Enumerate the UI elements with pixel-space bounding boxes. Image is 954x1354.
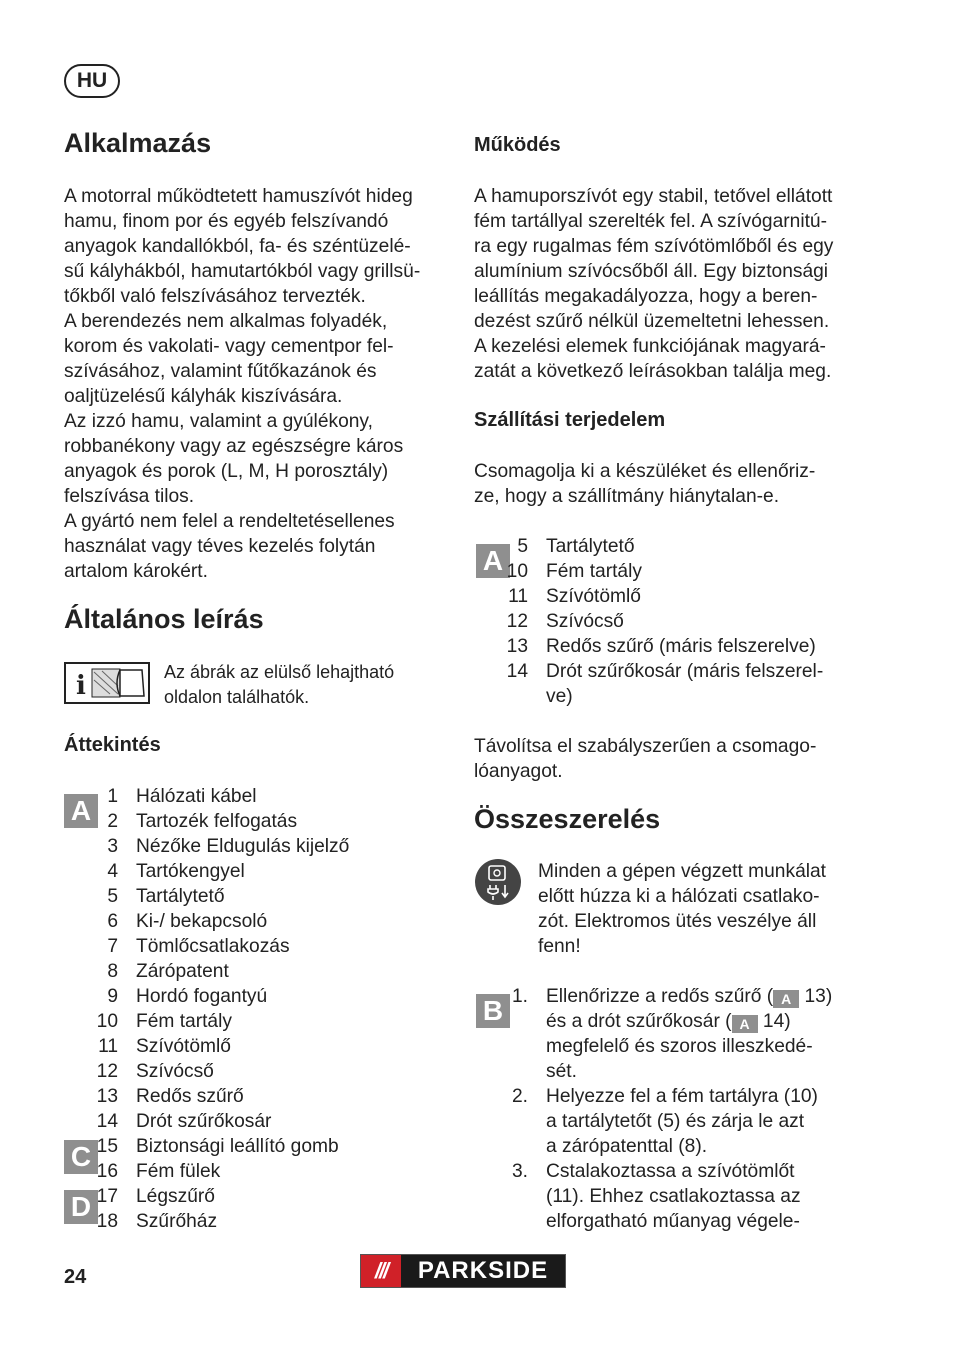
text-line: korom és vakolati- vagy cementpor fel-	[64, 336, 394, 357]
text-line: artalom károkért.	[64, 561, 208, 582]
text-line: Az ábrák az elülső lehajtható	[164, 662, 395, 682]
step-line: sét.	[546, 1061, 577, 1082]
scope-item	[474, 684, 884, 709]
overview-item	[64, 934, 454, 959]
item-label: Redős szűrő	[136, 1086, 244, 1107]
text-line: anyagok és porok (L, M, H porosztály)	[64, 461, 389, 482]
parkside-logo	[360, 1254, 566, 1288]
item-number: 11	[98, 1036, 118, 1057]
remove-packaging-text	[474, 734, 874, 784]
item-label: Szűrőház	[136, 1211, 218, 1232]
step-line: Ellenőrizze a redős szűrő ( A 13)	[546, 986, 833, 1007]
heading-szallitasi-terjedelem: Szállítási terjedelem	[474, 409, 666, 431]
step-number: 2.	[511, 1086, 528, 1107]
overview-item	[64, 859, 454, 884]
warning-text	[538, 859, 858, 959]
unplug-warning-icon	[474, 858, 522, 906]
text-line: oldalon találhatók.	[164, 687, 310, 707]
text-line: ra egy rugalmas fém szívótömlőből és egy	[474, 236, 834, 257]
item-label: Nézőke Eldugulás kijelző	[136, 836, 350, 857]
item-label: Biztonsági leállító gomb	[136, 1136, 339, 1157]
scope-item	[474, 609, 884, 634]
logo-text: PARKSIDE	[417, 1257, 549, 1284]
heading-alkalmazas: Alkalmazás	[64, 128, 212, 158]
text-line: alumínium szívócsőből áll. Egy biztonsági	[474, 261, 829, 282]
overview-item	[64, 1159, 454, 1184]
figure-badge-a-right: A	[476, 544, 510, 578]
text-line: felszívása tilos.	[64, 486, 195, 507]
item-number: 7	[107, 936, 118, 957]
overview-item	[64, 984, 454, 1009]
heading-attekintes: Áttekintés	[64, 734, 161, 756]
overview-item	[64, 1109, 454, 1134]
text-line: leállítás megakadályozza, hogy a beren-	[474, 286, 818, 307]
text-line: Minden a gépen végzett munkálat	[538, 861, 826, 882]
item-label: Fém tartály	[136, 1011, 232, 1032]
item-number	[474, 684, 546, 709]
text-line: előtt húzza ki a hálózati csatlako-	[538, 886, 820, 907]
item-label: Tömlőcsatlakozás	[136, 936, 290, 957]
text-line: ze, hogy a szállítmány hiánytalan-e.	[474, 486, 780, 507]
figure-badge-c: C	[64, 1140, 98, 1174]
overview-item	[64, 884, 454, 909]
text-line: Csomagolja ki a készüléket és ellenőriz-	[474, 461, 816, 482]
text-line: szívásához, valamint fűtőkazánok és	[64, 361, 377, 382]
figure-badge-a: A	[64, 794, 98, 828]
item-number: 3	[107, 836, 118, 857]
svg-text:i: i	[76, 671, 86, 701]
heading-altalanos-leiras: Általános leírás	[64, 604, 264, 634]
item-number: 4	[107, 861, 118, 882]
info-figure-icon	[64, 662, 150, 704]
item-number: 13	[96, 1086, 118, 1107]
overview-item	[64, 1134, 454, 1159]
overview-item	[64, 1084, 454, 1109]
assembly-steps	[474, 984, 894, 1234]
item-number: 14	[96, 1111, 118, 1132]
scope-item	[474, 559, 884, 584]
text-line: fém tartállyal szerelték fel. A szívógarnitú-	[474, 211, 827, 232]
text-line: A kezelési elemek funkciójának magyará-	[474, 336, 826, 357]
figure-ref-a: A	[732, 1015, 758, 1033]
overview-item	[64, 1009, 454, 1034]
overview-item	[64, 1209, 454, 1234]
scope-item	[474, 634, 884, 659]
item-label: Szívócső	[136, 1061, 214, 1082]
item-number: 5	[107, 886, 118, 907]
scope-item	[474, 534, 884, 559]
item-label: Hálózati kábel	[136, 786, 257, 807]
text-line: használat vagy téves kezelés folytán	[64, 536, 376, 557]
item-number: 10	[506, 561, 528, 582]
mukodes-text	[474, 184, 874, 384]
step-line: megfelelő és szoros illeszkedé-	[546, 1036, 813, 1057]
text-line: A gyártó nem felel a rendeltetésellenes	[64, 511, 395, 532]
text-line: fenn!	[538, 936, 581, 957]
text-line: Az izzó hamu, valamint a gyúlékony,	[64, 411, 373, 432]
text-line: zatát a következő leírásokban találja meg.	[474, 361, 832, 382]
item-number: 5	[517, 536, 528, 557]
scope-item	[474, 584, 884, 609]
step-line: (11). Ehhez csatlakoztassa az	[546, 1186, 801, 1207]
item-label: Drót szűrőkosár	[136, 1111, 272, 1132]
figure-ref-a: A	[773, 990, 799, 1008]
item-number: 6	[107, 911, 118, 932]
text-line: robbanékony vagy az egészségre káros	[64, 436, 404, 457]
overview-item	[64, 909, 454, 934]
item-label: Légszűrő	[136, 1186, 215, 1207]
scope-item	[474, 659, 884, 684]
step-number: 1.	[511, 986, 528, 1007]
text-line: A berendezés nem alkalmas folyadék,	[64, 311, 388, 332]
page-number: 24	[64, 1266, 87, 1288]
item-number: 12	[96, 1061, 118, 1082]
text-line: lóanyagot.	[474, 761, 563, 782]
logo-stripes: ///	[361, 1255, 401, 1287]
language-badge: HU	[64, 64, 120, 98]
overview-item	[64, 809, 454, 834]
item-label: Tartálytető	[136, 886, 225, 907]
item-label: Zárópatent	[136, 961, 229, 982]
step-line: a zárópatenttal (8).	[546, 1136, 708, 1157]
step-1	[474, 984, 894, 1084]
item-label: Tartókengyel	[136, 861, 245, 882]
item-label: Szívócső	[546, 611, 624, 632]
item-label: Fém fülek	[136, 1161, 221, 1182]
item-number: 18	[96, 1211, 118, 1232]
step-number: 3.	[511, 1161, 528, 1182]
item-number: 15	[96, 1136, 118, 1157]
text-line: zót. Elektromos ütés veszélye áll	[538, 911, 817, 932]
text-line: Távolítsa el szabályszerűen a csomago-	[474, 736, 817, 757]
overview-item	[64, 1034, 454, 1059]
szallitasi-text	[474, 459, 874, 509]
scope-list	[474, 534, 884, 709]
item-number: 1	[107, 786, 118, 807]
figure-badge-d: D	[64, 1190, 98, 1224]
text-line: dezést szűrő nélkül üzemeltetni lehessen.	[474, 311, 830, 332]
overview-list	[64, 784, 454, 1234]
step-line: Cstalakoztassa a szívótömlőt	[546, 1161, 795, 1182]
overview-item	[64, 1059, 454, 1084]
text-line: anyagok kandallókból, fa- és széntüzelé-	[64, 236, 411, 257]
item-number: 17	[96, 1186, 118, 1207]
text-line: A motorral működtetett hamuszívót hideg	[64, 186, 413, 207]
overview-item	[64, 834, 454, 859]
item-label: Redős szűrő (máris felszerelve)	[546, 636, 816, 657]
item-label: Hordó fogantyú	[136, 986, 268, 1007]
figure-badge-b: B	[476, 994, 510, 1028]
alkalmazas-text	[64, 184, 454, 584]
item-number: 12	[506, 611, 528, 632]
item-label: Szívótömlő	[136, 1036, 231, 1057]
item-label: Szívótömlő	[546, 586, 641, 607]
item-number: 16	[96, 1161, 118, 1182]
heading-mukodes: Működés	[474, 134, 561, 156]
item-number: 2	[107, 811, 118, 832]
step-line: a tartálytetőt (5) és zárja le azt	[546, 1111, 805, 1132]
step-line: és a drót szűrőkosár ( A 14)	[546, 1011, 791, 1032]
item-number: 8	[107, 961, 118, 982]
text-line: sű kályhákból, hamutartókból vagy grillsü-	[64, 261, 421, 282]
text-line: oaljtüzelésű kályhák kiszívására.	[64, 386, 343, 407]
heading-osszeszereles: Összeszerelés	[474, 804, 661, 834]
item-number: 14	[506, 661, 528, 682]
item-label: Tartozék felfogatás	[136, 811, 298, 832]
item-label: ve)	[546, 686, 573, 707]
item-label: Ki-/ bekapcsoló	[136, 911, 268, 932]
text-line: tőkből való felszívásához tervezték.	[64, 286, 366, 307]
item-label: Tartálytető	[546, 536, 635, 557]
overview-item	[64, 959, 454, 984]
item-number: 13	[506, 636, 528, 657]
item-number: 11	[508, 586, 528, 607]
step-3	[474, 1159, 894, 1234]
item-number: 10	[96, 1011, 118, 1032]
overview-item	[64, 784, 454, 809]
text-line: hamu, finom por és egyéb felszívandó	[64, 211, 389, 232]
item-label: Drót szűrőkosár (máris felszerel-	[546, 661, 824, 682]
step-line: elforgatható műanyag végele-	[546, 1211, 800, 1232]
overview-item	[64, 1184, 454, 1209]
item-number: 9	[107, 986, 118, 1007]
text-line: A hamuporszívót egy stabil, tetővel ellátott	[474, 186, 833, 207]
item-label: Fém tartály	[546, 561, 642, 582]
info-note	[164, 660, 454, 710]
step-line: Helyezze fel a fém tartályra (10)	[546, 1086, 818, 1107]
step-2	[474, 1084, 894, 1159]
